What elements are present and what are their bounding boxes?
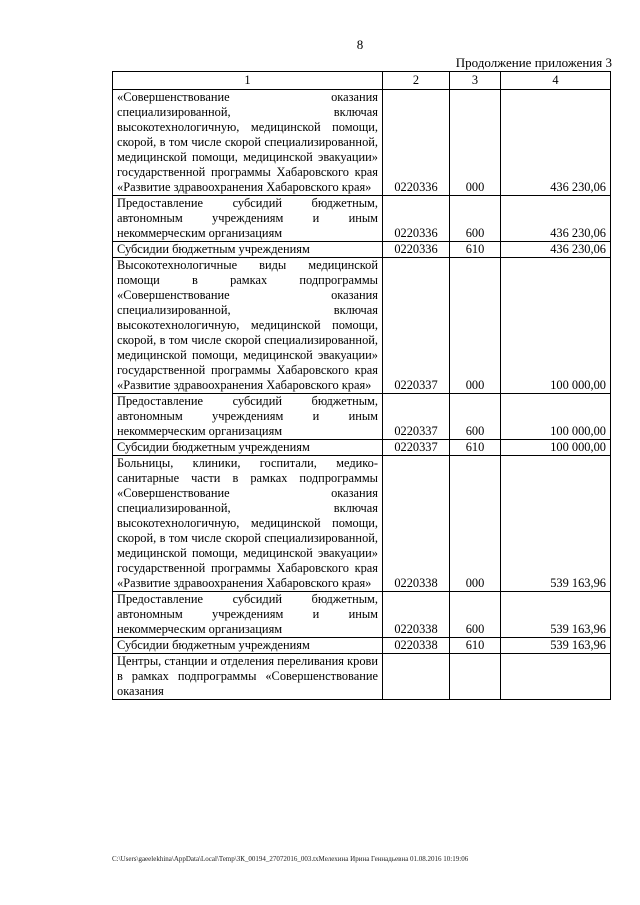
row-expense-type: 610 (450, 242, 501, 258)
row-description: Больницы, клиники, госпитали, медико-санитарные части в рамках подпрограммы «Совершенствование оказания специализированной, включая высокотехнологичную, медицинской помощи, скорой, в том числе скорой специализированной, медицинской помощи, медицинской эвакуации» государственной программы Хабаровского края «Развитие здравоохранения Хабаровского края» (113, 456, 383, 592)
row-amount: 436 230,06 (501, 90, 611, 196)
row-expense-type: 000 (450, 456, 501, 592)
row-target-code: 0220338 (383, 638, 450, 654)
row-amount: 539 163,96 (501, 592, 611, 638)
row-amount: 100 000,00 (501, 440, 611, 456)
row-expense-type (450, 654, 501, 700)
table-row (113, 242, 611, 258)
row-description: Предоставление субсидий бюджетным, автономным учреждениям и иным некоммерческим организациям (113, 592, 383, 638)
row-target-code: 0220338 (383, 456, 450, 592)
row-amount: 539 163,96 (501, 456, 611, 592)
table-row (113, 456, 611, 592)
row-expense-type: 600 (450, 394, 501, 440)
row-target-code (383, 654, 450, 700)
file-path-footer: C:\Users\gaeelekhina\AppData\Local\Temp\ЗК_00194_27072016_003.txМелехина Ирина Геннадьевна 01.08.2016 10:19:06 (112, 855, 469, 863)
row-description: Предоставление субсидий бюджетным, автономным учреждениям и иным некоммерческим организациям (113, 196, 383, 242)
row-expense-type: 000 (450, 258, 501, 394)
row-target-code: 0220337 (383, 258, 450, 394)
row-description: Субсидии бюджетным учреждениям (113, 638, 383, 654)
table-row (113, 258, 611, 394)
header-row (113, 72, 611, 90)
header-col-2: 2 (383, 72, 450, 90)
row-expense-type: 000 (450, 90, 501, 196)
table-row (113, 196, 611, 242)
row-target-code: 0220336 (383, 90, 450, 196)
row-description: Предоставление субсидий бюджетным, автономным учреждениям и иным некоммерческим организациям (113, 394, 383, 440)
page-number: 8 (356, 37, 364, 52)
table-row (113, 394, 611, 440)
row-amount: 436 230,06 (501, 196, 611, 242)
table-row (113, 592, 611, 638)
continuation-label: Продолжение приложения 3 (455, 55, 612, 70)
header-col-4: 4 (501, 72, 611, 90)
row-expense-type: 610 (450, 440, 501, 456)
row-description: Субсидии бюджетным учреждениям (113, 242, 383, 258)
row-target-code: 0220337 (383, 394, 450, 440)
row-expense-type: 610 (450, 638, 501, 654)
header-col-1: 1 (113, 72, 383, 90)
row-amount: 100 000,00 (501, 394, 611, 440)
row-amount: 539 163,96 (501, 638, 611, 654)
budget-table (112, 71, 611, 700)
row-amount (501, 654, 611, 700)
row-target-code: 0220337 (383, 440, 450, 456)
row-target-code: 0220336 (383, 196, 450, 242)
row-description: Центры, станции и отделения переливания крови в рамках подпрограммы «Совершенствование оказания (113, 654, 383, 700)
row-amount: 436 230,06 (501, 242, 611, 258)
table-row (113, 638, 611, 654)
row-description: Высокотехнологичные виды медицинской помощи в рамках подпрограммы «Совершенствование оказания специализированной, включая высокотехнологичную, медицинской помощи, скорой, в том числе скорой специализированной, медицинской помощи, медицинской эвакуации» государственной программы Хабаровского края «Развитие здравоохранения Хабаровского края» (113, 258, 383, 394)
row-description: «Совершенствование оказания специализированной, включая высокотехнологичную, медицинской помощи, скорой, в том числе скорой специализированной, медицинской помощи, медицинской эвакуации» государственной программы Хабаровского края «Развитие здравоохранения Хабаровского края» (113, 90, 383, 196)
row-expense-type: 600 (450, 196, 501, 242)
row-target-code: 0220336 (383, 242, 450, 258)
row-description: Субсидии бюджетным учреждениям (113, 440, 383, 456)
table-row (113, 440, 611, 456)
row-amount: 100 000,00 (501, 258, 611, 394)
table-row (113, 654, 611, 700)
table-row (113, 90, 611, 196)
header-col-3: 3 (450, 72, 501, 90)
row-target-code: 0220338 (383, 592, 450, 638)
row-expense-type: 600 (450, 592, 501, 638)
